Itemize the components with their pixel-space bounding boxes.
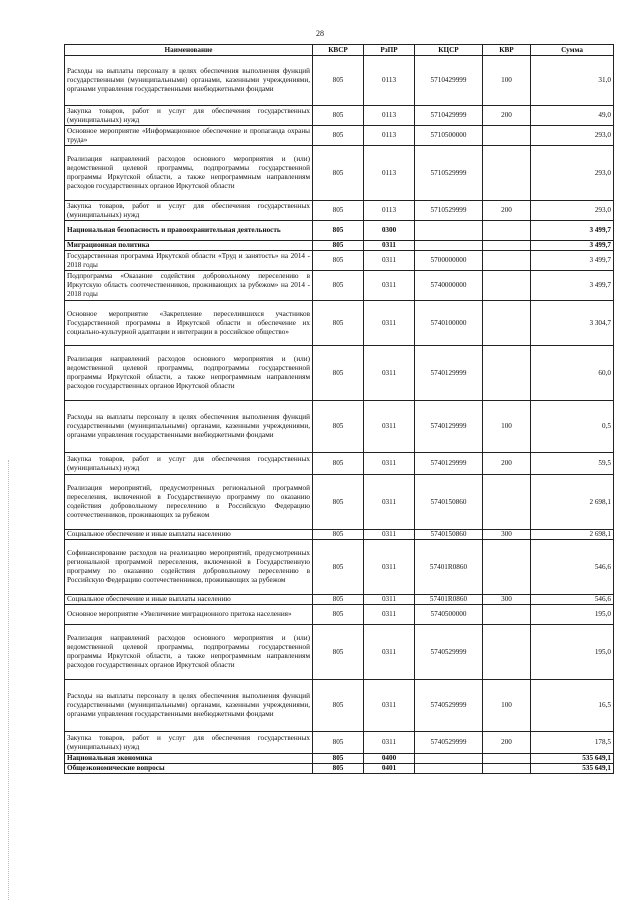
row-name-cell: Расходы на выплаты персоналу в целях обеспечения выполнения функций государственными (муниципальными) органами, казенными учреждениями, органами управления государственными внебюджетными фондами xyxy=(65,680,313,732)
row-kvr-cell: 200 xyxy=(483,732,531,754)
row-sum-cell: 3 499,7 xyxy=(531,241,614,251)
row-name-cell: Подпрограмма «Оказание содействия добровольному переселению в Иркутскую область соотечественников, проживающих за рубежом» на 2014 - 2018 годы xyxy=(65,271,313,301)
row-kvsr-cell: 805 xyxy=(313,401,364,453)
row-name-cell: Социальное обеспечение и иные выплаты населению xyxy=(65,595,313,605)
row-sum-cell: 2 698,1 xyxy=(531,530,614,540)
row-rzpr-cell: 0113 xyxy=(364,126,415,146)
table-row xyxy=(65,530,614,540)
row-kvsr-cell: 805 xyxy=(313,595,364,605)
row-rzpr-cell: 0400 xyxy=(364,754,415,764)
row-kcsr-cell: 5710500000 xyxy=(415,126,483,146)
row-name-cell: Реализация направлений расходов основного мероприятия и (или) ведомственной целевой программы, подпрограммы государственной программы Иркутской области, а также непрограммным направлениям расходов государственных органов Иркутской области xyxy=(65,625,313,680)
table-row xyxy=(65,251,614,271)
header-rzpr: РзПР xyxy=(364,45,415,56)
table-row xyxy=(65,764,614,774)
table-row xyxy=(65,146,614,201)
row-rzpr-cell: 0311 xyxy=(364,732,415,754)
row-rzpr-cell: 0311 xyxy=(364,530,415,540)
row-sum-cell: 60,0 xyxy=(531,346,614,401)
row-sum-cell: 49,0 xyxy=(531,106,614,126)
row-kvr-cell xyxy=(483,126,531,146)
row-rzpr-cell: 0113 xyxy=(364,106,415,126)
row-name-cell: Национальная безопасность и правоохранительная деятельность xyxy=(65,221,313,241)
row-kcsr-cell: 5740100000 xyxy=(415,301,483,346)
row-kvsr-cell: 805 xyxy=(313,301,364,346)
row-kcsr-cell xyxy=(415,764,483,774)
row-kvr-cell xyxy=(483,146,531,201)
row-kcsr-cell: 5740529999 xyxy=(415,732,483,754)
row-sum-cell: 293,0 xyxy=(531,146,614,201)
row-kcsr-cell: 5740150860 xyxy=(415,475,483,530)
table-row xyxy=(65,732,614,754)
row-rzpr-cell: 0311 xyxy=(364,301,415,346)
row-kvsr-cell: 805 xyxy=(313,764,364,774)
row-name-cell: Национальная экономика xyxy=(65,754,313,764)
row-sum-cell: 3 304,7 xyxy=(531,301,614,346)
row-kvr-cell xyxy=(483,346,531,401)
row-name-cell: Социальное обеспечение и иные выплаты населению xyxy=(65,530,313,540)
row-kvsr-cell: 805 xyxy=(313,126,364,146)
row-kvsr-cell: 805 xyxy=(313,201,364,221)
row-kvr-cell: 100 xyxy=(483,401,531,453)
row-kcsr-cell: 5710429999 xyxy=(415,106,483,126)
row-kcsr-cell: 5740529999 xyxy=(415,625,483,680)
row-name-cell: Расходы на выплаты персоналу в целях обеспечения выполнения функций государственными (муниципальными) органами, казенными учреждениями, органами управления государственными внебюджетными фондами xyxy=(65,56,313,106)
row-kcsr-cell: 5740150860 xyxy=(415,530,483,540)
row-kvsr-cell: 805 xyxy=(313,453,364,475)
table-row xyxy=(65,595,614,605)
row-rzpr-cell: 0311 xyxy=(364,401,415,453)
row-rzpr-cell: 0311 xyxy=(364,453,415,475)
row-name-cell: Основное мероприятие «Закрепление переселившихся участников Государственной программы в Иркутской области и обеспечение их социально-культурной адаптации и интеграции в российское общество» xyxy=(65,301,313,346)
row-rzpr-cell: 0113 xyxy=(364,201,415,221)
row-sum-cell: 3 499,7 xyxy=(531,221,614,241)
row-kcsr-cell xyxy=(415,221,483,241)
row-kvsr-cell: 805 xyxy=(313,146,364,201)
row-name-cell: Закупка товаров, работ и услуг для обеспечения государственных (муниципальных) нужд xyxy=(65,453,313,475)
row-name-cell: Основное мероприятие «Информационное обеспечение и пропаганда охраны труда» xyxy=(65,126,313,146)
row-sum-cell: 2 698,1 xyxy=(531,475,614,530)
row-kvsr-cell: 805 xyxy=(313,530,364,540)
row-sum-cell: 195,0 xyxy=(531,625,614,680)
row-kvr-cell: 200 xyxy=(483,201,531,221)
row-kvr-cell xyxy=(483,221,531,241)
budget-table xyxy=(64,44,614,774)
row-kcsr-cell: 5710529999 xyxy=(415,146,483,201)
table-row xyxy=(65,401,614,453)
row-sum-cell: 293,0 xyxy=(531,126,614,146)
table-row xyxy=(65,56,614,106)
row-kvr-cell xyxy=(483,605,531,625)
row-sum-cell: 59,5 xyxy=(531,453,614,475)
row-kvr-cell xyxy=(483,301,531,346)
row-kvsr-cell: 805 xyxy=(313,605,364,625)
row-kvr-cell xyxy=(483,251,531,271)
row-sum-cell: 535 649,1 xyxy=(531,764,614,774)
table-row xyxy=(65,475,614,530)
header-name: Наименование xyxy=(65,45,313,56)
row-kvr-cell xyxy=(483,764,531,774)
row-sum-cell: 3 499,7 xyxy=(531,251,614,271)
row-kvr-cell: 300 xyxy=(483,595,531,605)
row-kvsr-cell: 805 xyxy=(313,106,364,126)
row-kvr-cell: 200 xyxy=(483,453,531,475)
row-kcsr-cell: 5710529999 xyxy=(415,201,483,221)
row-name-cell: Общеэкономические вопросы xyxy=(65,764,313,774)
table-row xyxy=(65,126,614,146)
table-row xyxy=(65,201,614,221)
row-kcsr-cell: 5700000000 xyxy=(415,251,483,271)
table-row xyxy=(65,301,614,346)
row-rzpr-cell: 0311 xyxy=(364,271,415,301)
row-sum-cell: 0,5 xyxy=(531,401,614,453)
row-kcsr-cell: 5710429999 xyxy=(415,56,483,106)
page-number: 28 xyxy=(316,29,324,38)
row-kcsr-cell: 5740500000 xyxy=(415,605,483,625)
row-name-cell: Миграционная политика xyxy=(65,241,313,251)
row-kcsr-cell xyxy=(415,241,483,251)
row-rzpr-cell: 0311 xyxy=(364,475,415,530)
table-row xyxy=(65,453,614,475)
row-rzpr-cell: 0311 xyxy=(364,595,415,605)
table-row xyxy=(65,271,614,301)
row-rzpr-cell: 0311 xyxy=(364,251,415,271)
row-sum-cell: 178,5 xyxy=(531,732,614,754)
row-kvr-cell: 300 xyxy=(483,530,531,540)
row-rzpr-cell: 0311 xyxy=(364,605,415,625)
row-sum-cell: 31,0 xyxy=(531,56,614,106)
row-kvsr-cell: 805 xyxy=(313,754,364,764)
row-kcsr-cell: 57401R0860 xyxy=(415,595,483,605)
row-kvsr-cell: 805 xyxy=(313,221,364,241)
row-rzpr-cell: 0311 xyxy=(364,540,415,595)
row-kvsr-cell: 805 xyxy=(313,346,364,401)
row-kcsr-cell: 5740000000 xyxy=(415,271,483,301)
scan-margin-marks xyxy=(8,460,11,900)
row-sum-cell: 195,0 xyxy=(531,605,614,625)
row-name-cell: Закупка товаров, работ и услуг для обеспечения государственных (муниципальных) нужд xyxy=(65,106,313,126)
row-rzpr-cell: 0401 xyxy=(364,764,415,774)
row-rzpr-cell: 0113 xyxy=(364,146,415,201)
row-kvr-cell xyxy=(483,754,531,764)
row-name-cell: Реализация направлений расходов основного мероприятия и (или) ведомственной целевой программы, подпрограммы государственной программы Иркутской области, а также непрограммным направлениям расходов государственных органов Иркутской области xyxy=(65,346,313,401)
row-kcsr-cell: 57401R0860 xyxy=(415,540,483,595)
row-name-cell: Расходы на выплаты персоналу в целях обеспечения выполнения функций государственными (муниципальными) органами, казенными учреждениями, органами управления государственными внебюджетными фондами xyxy=(65,401,313,453)
row-kvsr-cell: 805 xyxy=(313,271,364,301)
table-row xyxy=(65,605,614,625)
row-kvr-cell: 200 xyxy=(483,106,531,126)
table-row xyxy=(65,680,614,732)
row-kvr-cell xyxy=(483,475,531,530)
row-kcsr-cell: 5740529999 xyxy=(415,680,483,732)
row-rzpr-cell: 0311 xyxy=(364,241,415,251)
row-kvsr-cell: 805 xyxy=(313,540,364,595)
row-sum-cell: 293,0 xyxy=(531,201,614,221)
table-row xyxy=(65,754,614,764)
row-kvsr-cell: 805 xyxy=(313,251,364,271)
row-name-cell: Основное мероприятие «Увеличение миграционного притока населения» xyxy=(65,605,313,625)
row-kvsr-cell: 805 xyxy=(313,475,364,530)
row-rzpr-cell: 0300 xyxy=(364,221,415,241)
row-kcsr-cell: 5740129999 xyxy=(415,401,483,453)
row-kcsr-cell xyxy=(415,754,483,764)
row-kvr-cell: 100 xyxy=(483,680,531,732)
table-row xyxy=(65,221,614,241)
header-kvsr: КВСР xyxy=(313,45,364,56)
row-kvr-cell xyxy=(483,540,531,595)
row-kvr-cell: 100 xyxy=(483,56,531,106)
table-row xyxy=(65,540,614,595)
row-name-cell: Реализация мероприятий, предусмотренных региональной программой переселения, включенной в Государственную программу по оказанию содействия добровольному переселению в Российскую Федерацию соотечественников, проживающих за рубежом xyxy=(65,475,313,530)
table-row xyxy=(65,106,614,126)
row-sum-cell: 546,6 xyxy=(531,595,614,605)
header-kcsr: КЦСР xyxy=(415,45,483,56)
table-row xyxy=(65,346,614,401)
row-rzpr-cell: 0311 xyxy=(364,680,415,732)
row-kvsr-cell: 805 xyxy=(313,732,364,754)
row-kvsr-cell: 805 xyxy=(313,625,364,680)
row-kvsr-cell: 805 xyxy=(313,56,364,106)
row-kvr-cell xyxy=(483,625,531,680)
row-kvr-cell xyxy=(483,241,531,251)
table-header-row xyxy=(65,45,614,56)
row-name-cell: Закупка товаров, работ и услуг для обеспечения государственных (муниципальных) нужд xyxy=(65,732,313,754)
row-sum-cell: 3 499,7 xyxy=(531,271,614,301)
table-row xyxy=(65,625,614,680)
row-sum-cell: 16,5 xyxy=(531,680,614,732)
row-name-cell: Софинансирование расходов на реализацию мероприятий, предусмотренных региональной программой переселения, включенной в Государственную программу по оказанию содействия добровольному переселению в Российскую Федерацию соотечественников, проживающих за рубежом xyxy=(65,540,313,595)
table-row xyxy=(65,241,614,251)
row-kcsr-cell: 5740129999 xyxy=(415,453,483,475)
row-rzpr-cell: 0311 xyxy=(364,346,415,401)
row-name-cell: Государственная программа Иркутской области «Труд и занятость» на 2014 - 2018 годы xyxy=(65,251,313,271)
row-kvr-cell xyxy=(483,271,531,301)
row-rzpr-cell: 0311 xyxy=(364,625,415,680)
row-rzpr-cell: 0113 xyxy=(364,56,415,106)
table-body xyxy=(65,56,614,774)
row-name-cell: Реализация направлений расходов основного мероприятия и (или) ведомственной целевой программы, подпрограммы государственной программы Иркутской области, а также непрограммным направлениям расходов государственных органов Иркутской области xyxy=(65,146,313,201)
row-sum-cell: 546,6 xyxy=(531,540,614,595)
row-kcsr-cell: 5740129999 xyxy=(415,346,483,401)
header-kvr: КВР xyxy=(483,45,531,56)
row-kvsr-cell: 805 xyxy=(313,680,364,732)
header-sum: Сумма xyxy=(531,45,614,56)
row-name-cell: Закупка товаров, работ и услуг для обеспечения государственных (муниципальных) нужд xyxy=(65,201,313,221)
row-kvsr-cell: 805 xyxy=(313,241,364,251)
row-sum-cell: 535 649,1 xyxy=(531,754,614,764)
